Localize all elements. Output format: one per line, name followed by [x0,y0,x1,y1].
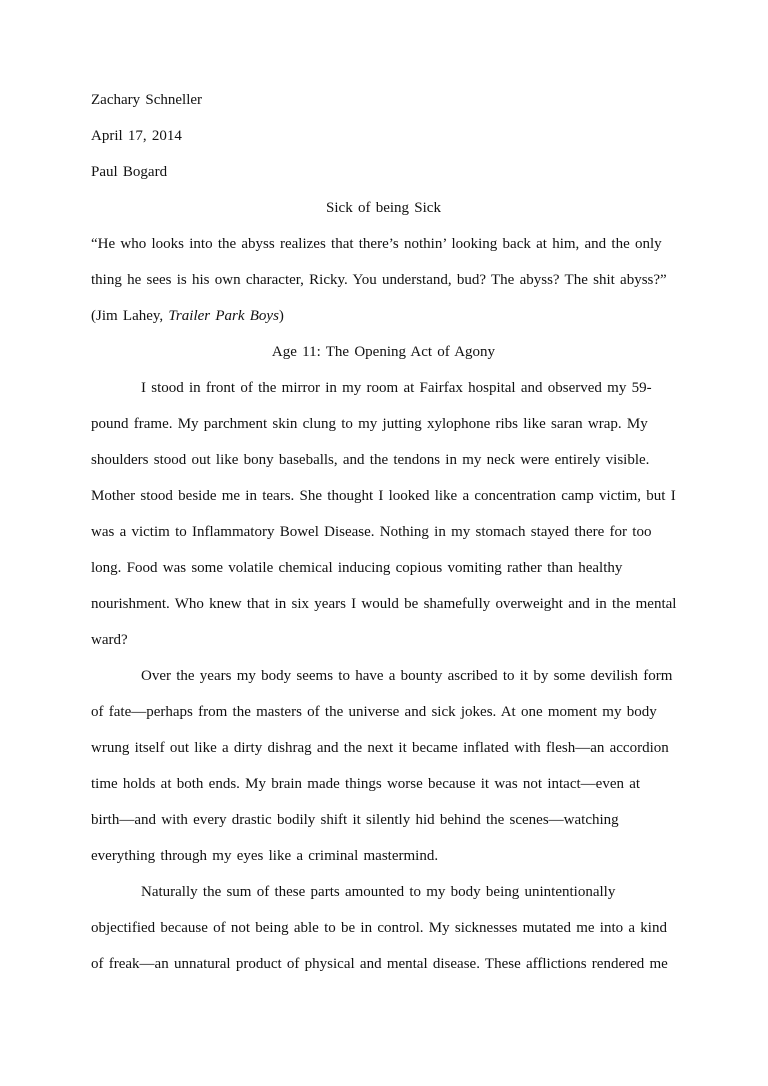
paragraph-line: nourishment. Who knew that in six years I would be shamefully overweight and in the mental [91,596,677,612]
date: April 17, 2014 [91,128,182,144]
paragraph [91,370,691,658]
section-heading: Age 11: The Opening Act of Agony [271,344,496,360]
attribution-author: (Jim Lahey, [91,308,169,324]
document-page [91,82,691,982]
paragraph-line: ward? [91,632,128,648]
attribution-source: Trailer Park Boys [168,308,279,324]
author-name: Zachary Schneller [91,92,203,108]
paragraph-line: of fate—perhaps from the masters of the universe and sick jokes. At one moment my body [91,704,657,720]
paragraph-line: long. Food was some volatile chemical inducing copious vomiting rather than healthy [91,560,623,576]
paragraph-line: objectified because of not being able to be in control. My sicknesses mutated me into a kind [91,920,667,936]
paragraph-line: I stood in front of the mirror in my room at Fairfax hospital and observed my 59- [141,380,652,396]
epigraph-line: “He who looks into the abyss realizes that there’s nothin’ looking back at him, and the only [91,236,662,252]
epigraph-attribution [91,298,691,334]
paragraph-line: time holds at both ends. My brain made things worse because it was not intact—even at [91,776,641,792]
paragraph-line: Mother stood beside me in tears. She thought I looked like a concentration camp victim, but I [91,488,676,504]
paragraph-line: Over the years my body seems to have a bounty ascribed to it by some devilish form [141,668,673,684]
essay-title: Sick of being Sick [326,200,441,216]
paragraph-line: was a victim to Inflammatory Bowel Disease. Nothing in my stomach stayed there for too [91,524,652,540]
paragraph-line: everything through my eyes like a criminal mastermind. [91,848,439,864]
paragraph-line: Naturally the sum of these parts amounted to my body being unintentionally [141,884,616,900]
paragraph-line: birth—and with every drastic bodily shift it silently hid behind the scenes—watching [91,812,619,828]
paragraph-line: of freak—an unnatural product of physical and mental disease. These afflictions rendered me [91,956,668,972]
instructor-name: Paul Bogard [91,164,168,180]
essay-body [91,370,691,982]
epigraph-line: thing he sees is his own character, Ricky. You understand, bud? The abyss? The shit abyss?” [91,272,667,288]
paragraph-line: pound frame. My parchment skin clung to my jutting xylophone ribs like saran wrap. My [91,416,648,432]
paragraph [91,874,691,982]
paragraph-line: shoulders stood out like bony baseballs, and the tendons in my neck were entirely visible. [91,452,650,468]
attribution-close: ) [278,308,284,324]
paragraph-line: wrung itself out like a dirty dishrag and the next it became inflated with flesh—an accordion [91,740,669,756]
paragraph [91,658,691,874]
